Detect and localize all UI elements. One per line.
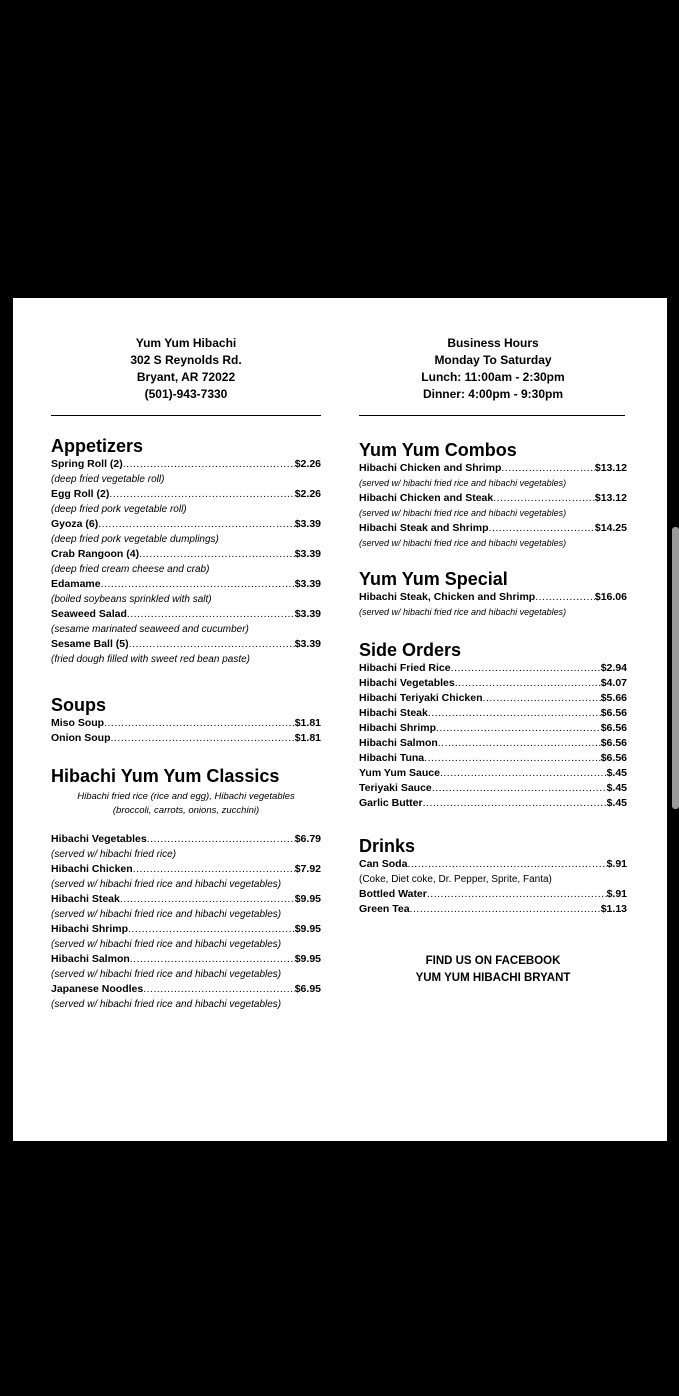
section-title: Appetizers [51,436,144,456]
item-description: (served w/ hibachi fried rice and hibachi vegetables) [51,939,282,950]
item-description: (boiled soybeans sprinkled with salt) [51,594,212,605]
section-title: Yum Yum Combos [359,440,517,460]
menu-item: Seaweed Salad ..... $3.39 [51,607,321,622]
business-hours [359,335,627,403]
menu-item: Miso Soup ..... $1.81 [51,716,321,731]
menu-item: Bottled Water ..... $.91 [359,887,627,902]
menu-item: Can Soda ..... $.91 [359,857,627,872]
drinks-section [359,835,627,917]
menu-item: Hibachi Chicken ..... $7.92 [51,862,321,877]
facebook-line: FIND US ON FACEBOOK [425,955,561,967]
menu-item: Hibachi Vegetables ..... $6.79 [51,832,321,847]
special-section [359,568,627,620]
hours-title: Business Hours [447,336,539,350]
menu-item: Gyoza (6) ..... $3.39 [51,517,321,532]
item-description: (served w/ hibachi fried rice and hibachi vegetables) [51,969,282,980]
restaurant-info [51,335,321,403]
menu-item: Hibachi Vegetables ..... $4.07 [359,676,627,691]
menu-item: Yum Yum Sauce ..... $.45 [359,766,627,781]
menu-page [13,298,667,1141]
item-description: (deep fried cream cheese and crab) [51,564,210,575]
item-description: (deep fried vegetable roll) [51,474,165,485]
menu-item: Teriyaki Sauce ..... $.45 [359,781,627,796]
sides-section [359,639,627,811]
item-description: (sesame marinated seaweed and cucumber) [51,624,249,635]
menu-item: Hibachi Steak and Shrimp ..... $14.25 [359,521,627,536]
menu-item: Hibachi Salmon ..... $9.95 [51,952,321,967]
hours-dinner: Dinner: 4:00pm - 9:30pm [422,387,564,401]
classics-section [51,765,321,1012]
menu-item: Edamame ..... $3.39 [51,577,321,592]
classics-note: Hibachi fried rice (rice and egg), Hibachi vegetables [77,791,295,802]
section-title: Hibachi Yum Yum Classics [51,766,280,786]
menu-item: Green Tea ..... $1.13 [359,902,627,917]
item-description: (served w/ hibachi fried rice) [51,849,177,860]
menu-item: Egg Roll (2) ..... $2.26 [51,487,321,502]
item-description: (served w/ hibachi fried rice and hibachi vegetables) [51,999,282,1010]
menu-item: Hibachi Steak ..... $6.56 [359,706,627,721]
hours-days: Monday To Saturday [434,353,552,367]
menu-item: Hibachi Chicken and Steak ..... $13.12 [359,491,627,506]
item-description: (served w/ hibachi fried rice and hibachi vegetables) [51,909,282,920]
divider [359,415,625,416]
restaurant-city: Bryant, AR 72022 [136,370,236,384]
item-description: (fried dough filled with sweet red bean paste) [51,654,251,665]
menu-item: Hibachi Fried Rice ..... $2.94 [359,661,627,676]
facebook-info [359,953,627,987]
item-description: (served w/ hibachi fried rice and hibachi vegetables) [359,607,567,617]
menu-item: Crab Rangoon (4) ..... $3.39 [51,547,321,562]
item-description: (Coke, Diet coke, Dr. Pepper, Sprite, Fanta) [359,874,552,885]
facebook-page-name: YUM YUM HIBACHI BRYANT [415,972,571,984]
section-title: Drinks [359,836,416,856]
menu-item: Hibachi Tuna ..... $6.56 [359,751,627,766]
menu-item: Hibachi Steak, Chicken and Shrimp ..... $16.06 [359,590,627,605]
item-description: (served w/ hibachi fried rice and hibachi vegetables) [51,879,282,890]
menu-item: Hibachi Teriyaki Chicken ..... $5.66 [359,691,627,706]
menu-item: Spring Roll (2) ..... $2.26 [51,457,321,472]
menu-item: Onion Soup ..... $1.81 [51,731,321,746]
scrollbar-thumb[interactable] [672,527,679,809]
item-description: (deep fried pork vegetable roll) [51,504,187,515]
hours-lunch: Lunch: 11:00am - 2:30pm [421,370,565,384]
item-description: (served w/ hibachi fried rice and hibachi vegetables) [359,478,567,488]
combos-section [359,439,627,551]
divider [51,415,321,416]
menu-item: Hibachi Shrimp ..... $9.95 [51,922,321,937]
section-title: Soups [51,695,107,715]
menu-item: Garlic Butter ..... $.45 [359,796,627,811]
restaurant-name: Yum Yum Hibachi [135,336,237,350]
restaurant-address: 302 S Reynolds Rd. [130,353,242,367]
classics-note-veg: (broccoli, carrots, onions, zucchini) [112,805,260,816]
item-description: (served w/ hibachi fried rice and hibachi vegetables) [359,508,567,518]
appetizer-list [51,457,321,667]
menu-item: Hibachi Shrimp ..... $6.56 [359,721,627,736]
section-title: Side Orders [359,640,462,660]
menu-item: Hibachi Salmon ..... $6.56 [359,736,627,751]
appetizers-section [51,435,321,667]
menu-item: Hibachi Steak ..... $9.95 [51,892,321,907]
menu-item: Sesame Ball (5) ..... $3.39 [51,637,321,652]
soups-section [51,694,321,746]
menu-item: Japanese Noodles ..... $6.95 [51,982,321,997]
section-title: Yum Yum Special [359,569,508,589]
restaurant-phone[interactable]: (501)-943-7330 [144,387,228,401]
item-description: (served w/ hibachi fried rice and hibachi vegetables) [359,538,567,548]
item-description: (deep fried pork vegetable dumplings) [51,534,219,545]
menu-item: Hibachi Chicken and Shrimp ..... $13.12 [359,461,627,476]
